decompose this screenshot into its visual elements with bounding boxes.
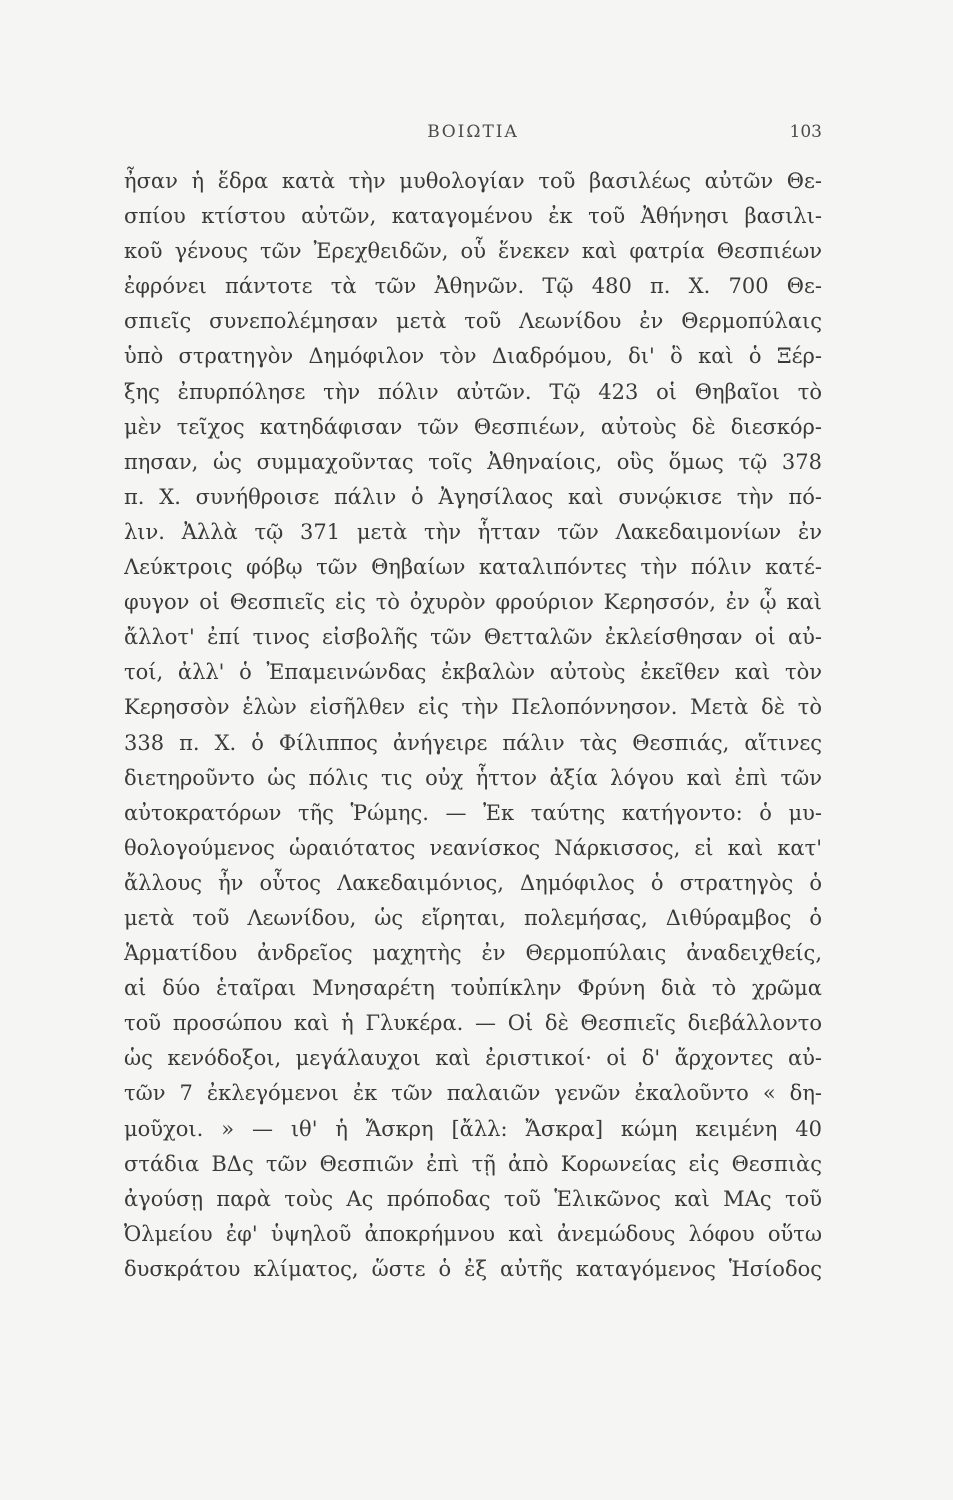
text-line: ἦσαν ἡ ἕδρα κατὰ τὴν μυθολογίαν τοῦ βασιλέως αὐτῶν Θε- — [124, 169, 822, 193]
text-line: στάδια ΒΔς τῶν Θεσπιῶν ἐπὶ τῇ ἀπὸ Κορωνείας εἰς Θεσπιὰς — [124, 1151, 822, 1176]
text-line: αὐτοκρατόρων τῆς Ῥώμης. — Ἐκ ταύτης κατήγοντο: ὁ μυ- — [124, 800, 822, 825]
text-line: φυγον οἱ Θεσπιεῖς εἰς τὸ ὀχυρὸν φρούριον Κερησσόν, ἐν ᾧ καὶ — [124, 590, 822, 615]
text-line: Ὀλμείου ἐφ' ὑψηλοῦ ἀποκρήμνου καὶ ἀνεμώδους λόφου οὕτω — [124, 1221, 822, 1246]
text-line: τῶν 7 ἐκλεγόμενοι ἐκ τῶν παλαιῶν γενῶν ἐκαλοῦντο « δη- — [124, 1081, 822, 1106]
text-line: ἀγούσῃ παρὰ τοὺς Ας πρόποδας τοῦ Ἑλικῶνος καὶ ΜΑς τοῦ — [124, 1186, 822, 1211]
text-line: αἱ δύο ἑταῖραι Μνησαρέτη τοὐπίκλην Φρύνη διὰ τὸ χρῶμα — [124, 976, 822, 1001]
text-line: μὲν τεῖχος κατηδάφισαν τῶν Θεσπιέων, αὐτοὺς δὲ διεσκόρ- — [124, 414, 822, 439]
text-line: λιν. Ἀλλὰ τῷ 371 μετὰ τὴν ἧτταν τῶν Λακεδαιμονίων ἐν — [124, 519, 822, 544]
page-header — [124, 118, 822, 150]
text-line: 338 π. Χ. ὁ Φίλιππος ἀνήγειρε πάλιν τὰς Θεσπιάς, αἵτινες — [124, 730, 822, 755]
text-line: σπιεῖς συνεπολέμησαν μετὰ τοῦ Λεωνίδου ἐν Θερμοπύλαις — [124, 309, 822, 334]
text-line: ὑπὸ στρατηγὸν Δημόφιλον τὸν Διαδρόμου, δι' ὃ καὶ ὁ Ξέρ- — [124, 344, 822, 369]
running-title: ΒΟΙΩΤΙΑ — [427, 122, 519, 142]
text-line: ξης ἐπυρπόλησε τὴν πόλιν αὐτῶν. Τῷ 423 οἱ Θηβαῖοι τὸ — [124, 379, 822, 404]
text-line: ἄλλοτ' ἐπί τινος εἰσβολῆς τῶν Θετταλῶν ἐκλείσθησαν οἱ αὐ- — [124, 625, 822, 650]
body-text — [124, 164, 822, 1287]
text-line: ἐφρόνει πάντοτε τὰ τῶν Ἀθηνῶν. Τῷ 480 π. Χ. 700 Θε- — [124, 274, 822, 299]
text-line: μοῦχοι. » — ιθ' ἡ Ἄσκρη [ἄλλ: Ἄσκρα] κώμη κειμένη 40 — [124, 1116, 822, 1141]
text-line: δυσκράτου κλίματος, ὥστε ὁ ἐξ αὐτῆς καταγόμενος Ἡσίοδος — [124, 1256, 822, 1281]
text-line: π. Χ. συνήθροισε πάλιν ὁ Ἀγησίλαος καὶ συνῴκισε τὴν πό- — [124, 484, 822, 509]
text-line: μετὰ τοῦ Λεωνίδου, ὡς εἴρηται, πολεμήσας, Διθύραμβος ὁ — [124, 905, 822, 930]
text-line: πησαν, ὡς συμμαχοῦντας τοῖς Ἀθηναίοις, οὓς ὅμως τῷ 378 — [124, 449, 822, 474]
text-line: τοῦ προσώπου καὶ ἡ Γλυκέρα. — Οἱ δὲ Θεσπιεῖς διεβάλλοντο — [124, 1011, 822, 1036]
text-line: τοί, ἀλλ' ὁ Ἐπαμεινώνδας ἐκβαλὼν αὐτοὺς ἐκεῖθεν καὶ τὸν — [124, 660, 822, 685]
text-line: Ἁρματίδου ἀνδρεῖος μαχητὴς ἐν Θερμοπύλαις ἀναδειχθείς, — [124, 941, 822, 966]
text-line: ὡς κενόδοξοι, μεγάλαυχοι καὶ ἐριστικοί· οἱ δ' ἄρχοντες αὐ- — [124, 1046, 822, 1071]
text-line: κοῦ γένους τῶν Ἐρεχθειδῶν, οὗ ἕνεκεν καὶ φατρία Θεσπιέων — [124, 239, 822, 264]
text-line: διετηροῦντο ὡς πόλις τις οὐχ ἧττον ἀξία λόγου καὶ ἐπὶ τῶν — [124, 765, 822, 790]
text-line: θολογούμενος ὡραιότατος νεανίσκος Νάρκισσος, εἰ καὶ κατ' — [124, 835, 822, 860]
page-number: 103 — [789, 122, 822, 142]
text-line: σπίου κτίστου αὐτῶν, καταγομένου ἐκ τοῦ Ἀθήνησι βασιλι- — [124, 204, 822, 229]
text-line: Κερησσὸν ἑλὼν εἰσῆλθεν εἰς τὴν Πελοπόννησον. Μετὰ δὲ τὸ — [124, 695, 822, 720]
text-line: Λεύκτροις φόβῳ τῶν Θηβαίων καταλιπόντες τὴν πόλιν κατέ- — [124, 555, 822, 580]
text-line: ἄλλους ἦν οὗτος Λακεδαιμόνιος, Δημόφιλος ὁ στρατηγὸς ὁ — [124, 870, 822, 895]
